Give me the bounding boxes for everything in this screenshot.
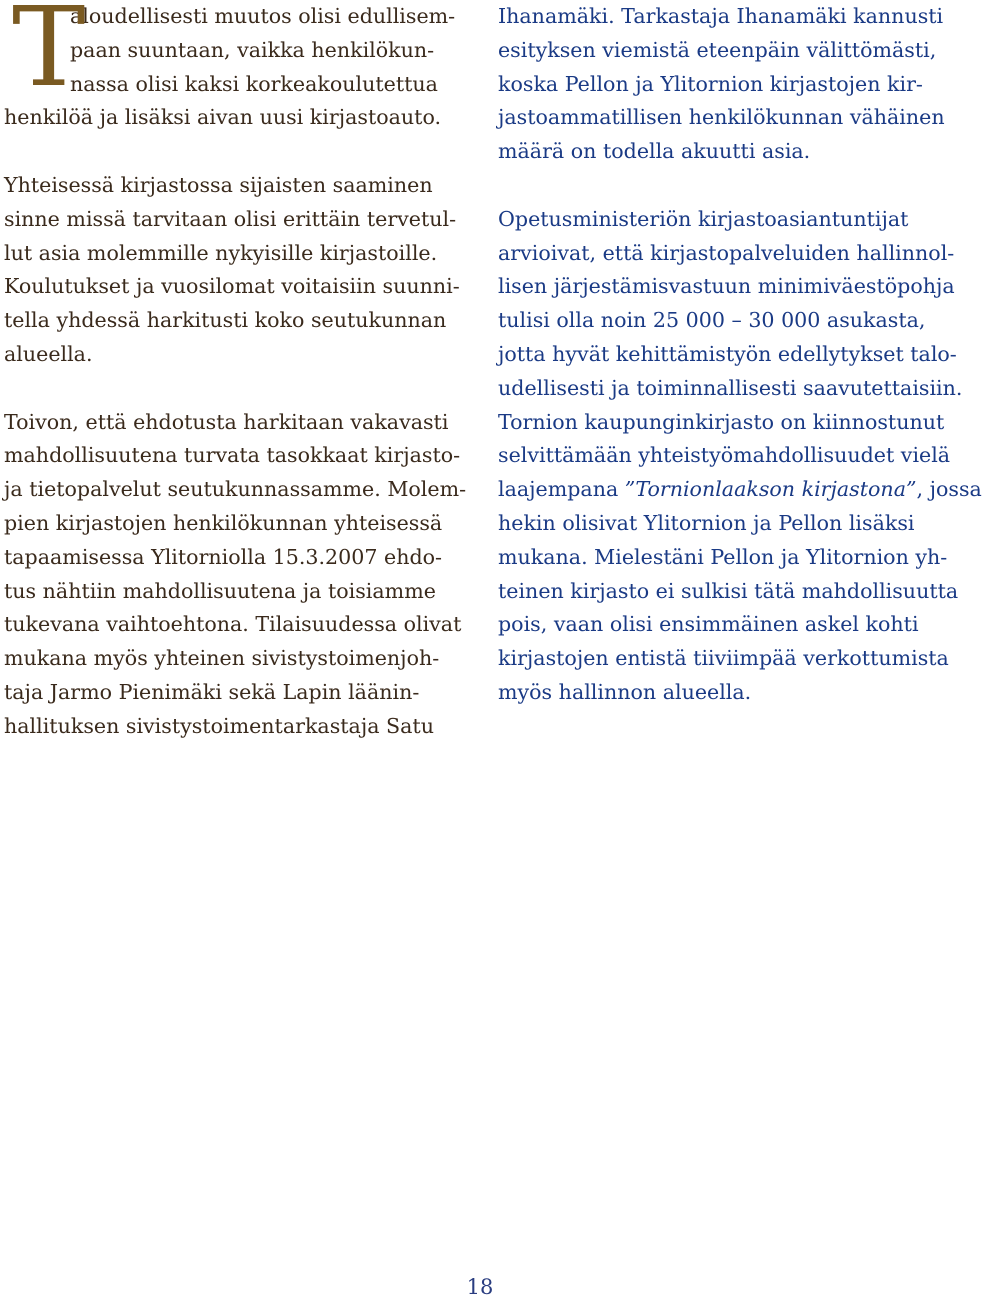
left-column: [4, 0, 468, 777]
text-line: Toivon, että ehdotusta harkitaan vakavasti: [4, 409, 449, 434]
text-line: aloudellisesti muutos olisi edullisem-: [70, 4, 456, 28]
page-number: 18: [466, 1275, 494, 1299]
text-line: myös hallinnon alueella.: [498, 679, 752, 704]
text-line: määrä on todella akuutti asia.: [498, 139, 811, 164]
text-line: hekin olisivat Ylitornion ja Pellon lisäksi: [498, 510, 915, 535]
text-line: tus nähtiin mahdollisuutena ja toisiamme: [4, 578, 436, 603]
text-line: esityksen viemistä eteenpäin välittömästi,: [498, 37, 937, 62]
text-line: mukana. Mielestäni Pellon ja Ylitornion yh-: [498, 544, 948, 569]
text-line: sinne missä tarvitaan olisi erittäin tervetul-: [4, 206, 457, 231]
text-line: mukana myös yhteinen sivistystoimenjoh-: [4, 646, 440, 671]
text-line: lut asia molemmille nykyisille kirjastoille.: [4, 240, 438, 265]
text-line-with-italic: [498, 473, 982, 507]
text-line: koska Pellon ja Ylitornion kirjastojen kir-: [498, 71, 923, 96]
text-line: pois, vaan olisi ensimmäinen askel kohti: [498, 612, 919, 637]
text-line: jotta hyvät kehittämistyön edellytykset talo-: [498, 341, 957, 366]
text-line: alueella.: [4, 341, 93, 366]
text-line: tapaamisessa Ylitorniolla 15.3.2007 ehdo-: [4, 544, 442, 569]
left-paragraph-3: [4, 406, 468, 744]
right-column: [498, 0, 982, 744]
italic-library-name: ”Tornionlaakson kirjastona”: [624, 477, 917, 502]
text-line: teinen kirjasto ei sulkisi tätä mahdollisuutta: [498, 578, 959, 603]
text-line: arvioivat, että kirjastopalveluiden hallinnol-: [498, 240, 955, 265]
text-line: hallituksen sivistystoimentarkastaja Satu: [4, 713, 434, 738]
text-line: udellisesti ja toiminnallisesti saavutettaisiin.: [498, 375, 963, 400]
text-line: jastoammatillisen henkilökunnan vähäinen: [498, 105, 945, 130]
text-line: selvittämään yhteistyömahdollisuudet vielä: [498, 443, 951, 468]
text-line: pien kirjastojen henkilökunnan yhteisessä: [4, 510, 443, 535]
right-paragraph-1: [498, 0, 962, 169]
text-line: tella yhdessä harkitusti koko seutukunnan: [4, 308, 447, 333]
text-fragment: , jossa: [916, 477, 982, 502]
text-line: mahdollisuutena turvata tasokkaat kirjasto-: [4, 443, 461, 468]
text-line: tulisi olla noin 25 000 – 30 000 asukasta,: [498, 308, 926, 333]
right-paragraph-2: [498, 203, 982, 710]
text-line: ja tietopalvelut seutukunnassamme. Molem-: [4, 477, 467, 502]
text-line: Koulutukset ja vuosilomat voitaisiin suunni-: [4, 274, 460, 299]
left-paragraph-2: [4, 169, 468, 372]
text-fragment: laajempana: [498, 477, 625, 502]
text-line: taja Jarmo Pienimäki sekä Lapin läänin-: [4, 679, 420, 704]
text-line: kirjastojen entistä tiiviimpää verkottumista: [498, 646, 949, 671]
text-line: Yhteisessä kirjastossa sijaisten saaminen: [4, 172, 433, 197]
text-line: tukevana vaihtoehtona. Tilaisuudessa olivat: [4, 612, 462, 637]
text-line: Tornion kaupunginkirjasto on kiinnostunut: [498, 409, 945, 434]
text-line: henkilöä ja lisäksi aivan uusi kirjastoauto.: [4, 105, 442, 130]
text-line: paan suuntaan, vaikka henkilökun-: [70, 37, 435, 62]
text-line: lisen järjestämisvastuun minimiväestöpohja: [498, 274, 955, 299]
text-line: Ihanamäki. Tarkastaja Ihanamäki kannusti: [498, 4, 944, 28]
text-line: nassa olisi kaksi korkeakoulutettua: [70, 71, 438, 96]
drop-cap: T: [12, 0, 86, 111]
text-line: Opetusministeriön kirjastoasiantuntijat: [498, 206, 909, 231]
